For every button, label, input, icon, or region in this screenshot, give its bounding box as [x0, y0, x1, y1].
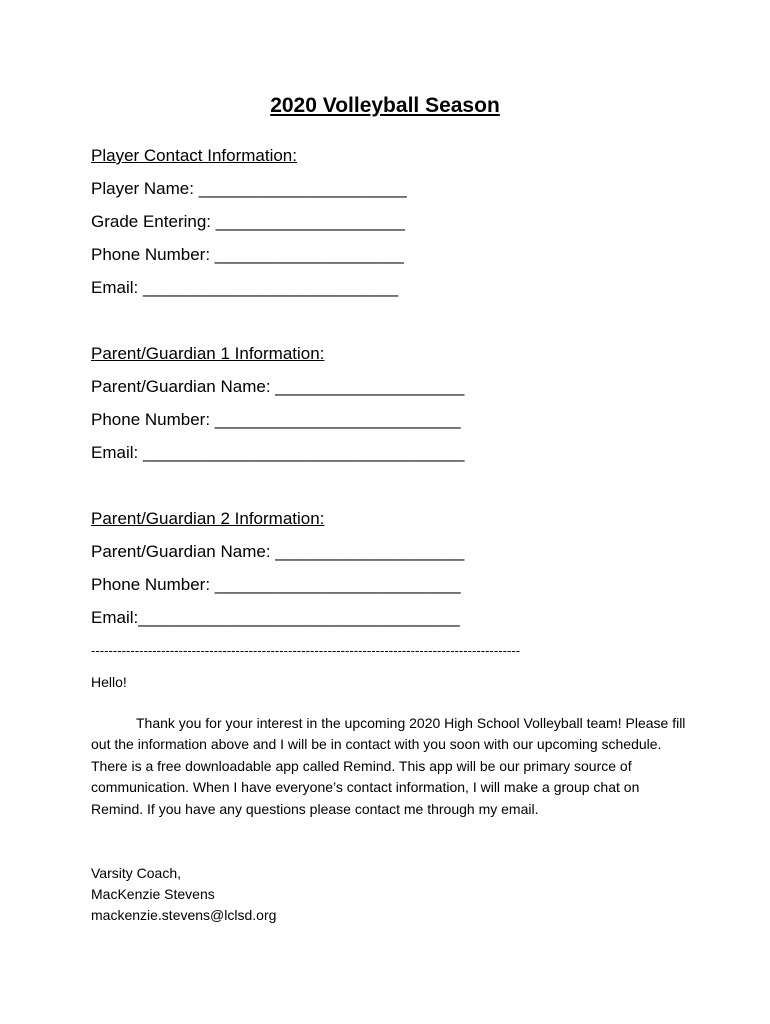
dashed-separator: -------------------------------------------------------------------------------------------------- [91, 643, 521, 658]
page-title: 2020 Volleyball Season [270, 94, 500, 117]
guardian1-email-field[interactable]: Email: __________________________________ [91, 443, 465, 462]
guardian2-name-field[interactable]: Parent/Guardian Name: ____________________ [91, 542, 465, 561]
letter-paragraph: Thank you for your interest in the upcoming 2020 High School Volleyball team! Please fill out the information above and I will be in contact with you soon with our upcoming schedule. There is a free downloadable app called Remind. This app will be our primary source of communication. When I have everyone’s contact information, I will make a group chat on Remind. If you have any questions please contact me through my email. [91, 715, 686, 817]
guardian1-name-field[interactable]: Parent/Guardian Name: ____________________ [91, 377, 465, 396]
guardian1-phone-field[interactable]: Phone Number: __________________________ [91, 410, 461, 429]
guardian2-phone-field[interactable]: Phone Number: __________________________ [91, 575, 461, 594]
player-phone-field[interactable]: Phone Number: ____________________ [91, 245, 404, 264]
signature-name: MacKenzie Stevens [91, 886, 215, 902]
guardian2-section-heading: Parent/Guardian 2 Information: [91, 509, 325, 528]
guardian2-email-field[interactable]: Email:__________________________________ [91, 608, 460, 627]
letter-greeting: Hello! [91, 674, 127, 690]
player-email-field[interactable]: Email: ___________________________ [91, 278, 399, 297]
player-section-heading: Player Contact Information: [91, 146, 297, 165]
letter-body [91, 713, 691, 820]
player-name-field[interactable]: Player Name: ______________________ [91, 179, 407, 198]
guardian1-section-heading: Parent/Guardian 1 Information: [91, 344, 325, 363]
grade-entering-field[interactable]: Grade Entering: ____________________ [91, 212, 405, 231]
signature-email: mackenzie.stevens@lclsd.org [91, 907, 277, 923]
letter-closing: Varsity Coach, [91, 865, 181, 881]
